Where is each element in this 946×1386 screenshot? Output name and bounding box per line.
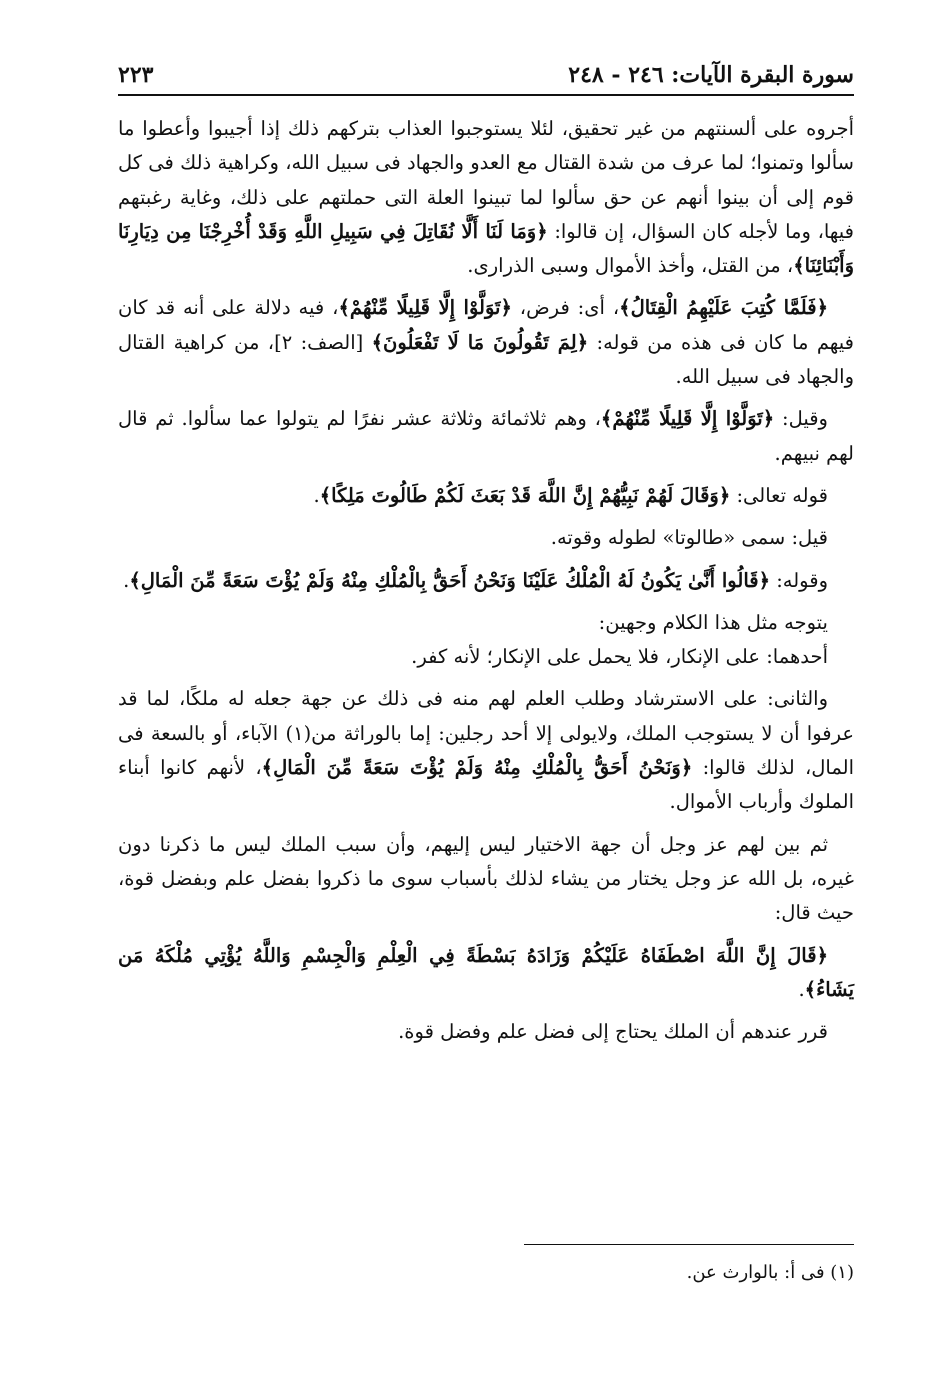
book-page	[118, 50, 854, 1350]
paragraph	[118, 1015, 854, 1049]
paragraph	[118, 939, 854, 1008]
text-segment: ، وهم ثلاثمائة وثلاثة عشر نفرًا لم يتولوا عما سألوا. ثم قال لهم نبيهم.	[118, 407, 854, 465]
text-segment: وقوله:	[770, 568, 828, 592]
paragraph	[118, 112, 854, 283]
paragraph	[118, 640, 854, 674]
quran-quote: ﴿وَقَالَ لَهُمْ نَبِيُّهُمْ إِنَّ اللَّهَ قَدْ بَعَثَ لَكُمْ طَالُوتَ مَلِكًا﴾	[319, 483, 731, 507]
text-segment: أحدهما: على الإنكار، فلا يحمل على الإنكار؛ لأنه كفر.	[411, 645, 828, 669]
paragraph	[118, 479, 854, 513]
text-segment: ، لأنهم كانوا أبناء الملوك وأرباب الأموال.	[118, 756, 854, 814]
text-segment: قرر عندهم أن الملك يحتاج إلى فضل علم وفضل قوة.	[398, 1020, 828, 1044]
text-segment: .	[123, 568, 130, 592]
quran-quote: ﴿تَوَلَّوْا إِلَّا قَلِيلًا مِّنْهُمْ﴾	[338, 296, 512, 320]
text-segment: ، فيه دلالة على أنه قد كان فيهم ما كان فى هذه من قوله:	[118, 296, 854, 354]
running-header	[118, 50, 854, 96]
text-segment: .	[313, 483, 320, 507]
quran-quote: ﴿وَنَحْنُ أَحَقُّ بِالْمُلْكِ مِنْهُ وَلَمْ يُؤْتَ سَعَةً مِّنَ الْمَالِ﴾	[261, 756, 693, 780]
body-text	[118, 112, 854, 1049]
text-segment: والثانى: على الاسترشاد وطلب العلم لهم منه فى ذلك عن جهة جعله له ملكًا، لما قد عرفوا أن لا يستوجب الملك، ولايولى إلا أحد رجلين: إما بالوراثة من(١) الآباء، أو بالسعة فى المال، لذلك قالوا:	[118, 687, 855, 780]
paragraph	[118, 606, 854, 640]
quran-quote: ﴿فَلَمَّا كُتِبَ عَلَيْهِمُ الْقِتَالُ﴾	[619, 296, 829, 320]
page-number: ٢٢٣	[118, 62, 154, 88]
paragraph	[118, 521, 854, 555]
quran-quote: ﴿تَوَلَّوْا إِلَّا قَلِيلًا مِّنْهُمْ﴾	[600, 407, 775, 431]
paragraph	[118, 291, 854, 394]
text-segment: [الصف: ٢]، من كراهية القتال والجهاد فى سبيل الله.	[118, 330, 854, 389]
text-segment: .	[798, 977, 805, 1001]
text-segment: ، أى: فرض،	[511, 296, 620, 320]
paragraph	[118, 828, 854, 931]
running-title: سورة البقرة الآيات: ٢٤٦ - ٢٤٨	[568, 62, 854, 88]
paragraph	[118, 564, 854, 598]
text-segment: قيل: سمى «طالوتا» لطوله وقوته.	[550, 526, 828, 550]
text-segment: أجروه على ألسنتهم من غير تحقيق، لئلا يستوجبوا العذاب بتركهم ذلك إذا أجيبوا وأعطوا ما سألوا وتمنوا؛ لما عرف من شدة القتال مع العدو والجهاد فى سبيل الله، وكراهية ذلك فى كل قوم إلى أن بينوا أنهم عن حق سألوا لما تبينوا العلة التى حملتهم على ذلك، وغاية رغبتهم فيها، وما لأجله كان السؤال، إن قالوا:	[118, 117, 854, 243]
quran-quote: ﴿لِمَ تَقُولُونَ مَا لَا تَفْعَلُونَ﴾	[371, 330, 589, 354]
paragraph	[118, 682, 854, 819]
footnote: (١) فى أ: بالوارث عن.	[686, 1262, 854, 1283]
text-segment: وقيل:	[774, 407, 828, 431]
quran-quote: ﴿قَالُوا أَنَّىٰ يَكُونُ لَهُ الْمُلْكُ عَلَيْنَا وَنَحْنُ أَحَقُّ بِالْمُلْكِ مِنْهُ وَلَمْ يُؤْتَ سَعَةً مِّنَ الْمَالِ﴾	[129, 568, 771, 592]
paragraph	[118, 402, 854, 471]
text-segment: يتوجه مثل هذا الكلام وجهين:	[598, 610, 828, 634]
text-segment: قوله تعالى:	[730, 483, 828, 507]
quran-quote: ﴿قَالَ إِنَّ اللَّهَ اصْطَفَاهُ عَلَيْكُمْ وَزَادَهُ بَسْطَةً فِي الْعِلْمِ وَالْجِسْمِ وَاللَّهُ يُؤْتِي مُلْكَهُ مَن يَشَاءُ﴾	[118, 943, 854, 1001]
text-segment: ، من القتل، وأخذ الأموال وسبى الذرارى.	[467, 254, 794, 278]
text-segment: ثم بين لهم عز وجل أن جهة الاختيار ليس إليهم، وأن سبب الملك ليس ما ذكرنا دون غيره، بل الله عز وجل يختار من يشاء لذلك بأسباب سوى ما ذكروا بفضل علم وبفضل قوة، حيث قال:	[118, 832, 854, 925]
quran-quote: ﴿وَمَا لَنَا أَلَّا نُقَاتِلَ فِي سَبِيلِ اللَّهِ وَقَدْ أُخْرِجْنَا مِن دِيَارِنَا وَأَبْنَائِنَا﴾	[118, 219, 854, 278]
footnote-separator	[524, 1244, 854, 1245]
